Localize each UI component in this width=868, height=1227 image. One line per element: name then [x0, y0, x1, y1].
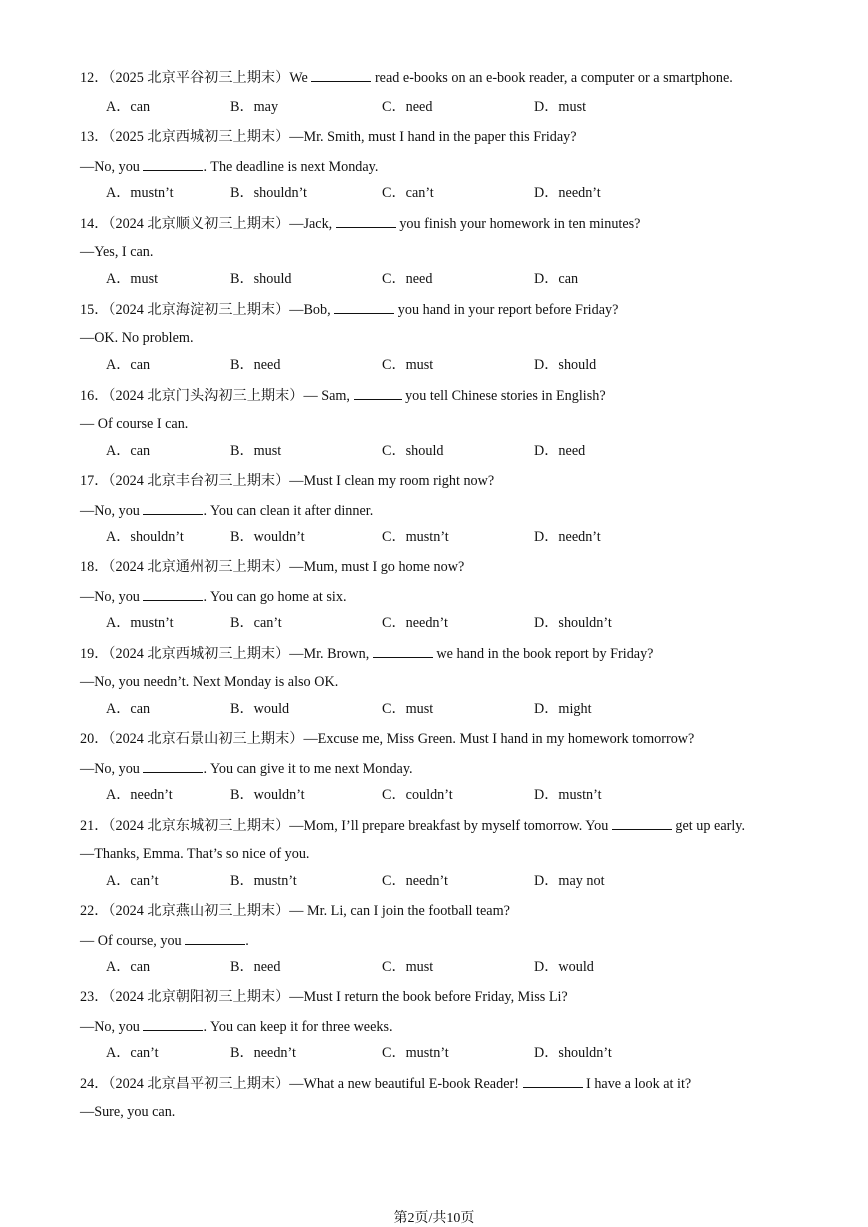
option-b: B．shouldn’t — [230, 185, 307, 201]
option-a: A．needn’t — [106, 787, 173, 803]
question-number: 15 — [80, 302, 95, 318]
dialogue-response — [80, 931, 249, 950]
number-separator: ． — [94, 302, 109, 318]
answer-blank — [334, 300, 394, 314]
dialogue-response — [80, 157, 378, 176]
number-separator: ． — [94, 216, 109, 232]
question-number: 20 — [80, 731, 95, 747]
question-source: （2025 北京西城初三上期末） — [108, 129, 290, 145]
answer-text: —No, you needn’t. Next Monday is also OK. — [80, 674, 339, 690]
answer-blank — [143, 1017, 203, 1031]
number-separator: ． — [94, 473, 109, 489]
question-13 — [80, 128, 577, 146]
question-number: 22 — [80, 903, 95, 919]
question-number: 21 — [80, 818, 95, 834]
question-22 — [80, 902, 510, 920]
stem-text: —Must I return the book before Friday, Miss Li? — [289, 989, 568, 1005]
option-c: C．couldn’t — [382, 787, 453, 803]
option-c: C．needn’t — [382, 873, 448, 889]
number-separator: ． — [94, 903, 109, 919]
answer-blank — [143, 157, 203, 171]
option-b: B．mustn’t — [230, 873, 297, 889]
dialogue-response — [80, 501, 373, 520]
option-c: C．mustn’t — [382, 529, 449, 545]
option-a: A．must — [106, 271, 159, 287]
answer-blank — [143, 501, 203, 515]
question-source: （2024 北京石景山初三上期末） — [108, 731, 304, 747]
question-14 — [80, 214, 640, 233]
question-19 — [80, 644, 653, 663]
option-c: C．mustn’t — [382, 1045, 449, 1061]
stem-text: —Mr. Smith, must I hand in the paper this Friday? — [289, 129, 577, 145]
answer-blank — [185, 931, 245, 945]
answer-text: . The deadline is next Monday. — [203, 159, 379, 175]
stem-text: read e-books on an e-book reader, a computer or a smartphone. — [371, 70, 733, 86]
option-d: D．shouldn’t — [534, 1045, 612, 1061]
question-source: （2024 北京东城初三上期末） — [108, 818, 290, 834]
answer-text: . You can give it to me next Monday. — [203, 761, 413, 777]
stem-text: We — [289, 70, 312, 86]
dialogue-response — [80, 673, 338, 691]
question-source: （2024 北京通州初三上期末） — [108, 559, 290, 575]
option-a: A．mustn’t — [106, 615, 174, 631]
answer-blank — [523, 1074, 583, 1088]
stem-text: —Jack, — [289, 216, 336, 232]
question-source: （2024 北京燕山初三上期末） — [108, 903, 290, 919]
option-c: C．need — [382, 99, 433, 115]
option-d: D．must — [534, 99, 587, 115]
option-c: C．needn’t — [382, 615, 448, 631]
answer-blank — [354, 386, 402, 400]
answer-blank — [311, 68, 371, 82]
stem-text: we hand in the book report by Friday? — [432, 646, 654, 662]
option-b: B．must — [230, 443, 282, 459]
dialogue-response — [80, 587, 347, 606]
question-17 — [80, 472, 494, 490]
option-d: D．might — [534, 701, 592, 717]
answer-text: —Sure, you can. — [80, 1104, 176, 1120]
option-b: B．should — [230, 271, 292, 287]
option-d: D．needn’t — [534, 529, 601, 545]
stem-text: —Mum, must I go home now? — [289, 559, 465, 575]
question-24 — [80, 1074, 691, 1093]
answer-text: —OK. No problem. — [80, 330, 194, 346]
answer-text: —No, you — [80, 159, 144, 175]
answer-text: —Thanks, Emma. That’s so nice of you. — [80, 846, 310, 862]
option-d: D．would — [534, 959, 594, 975]
answer-text: — Of course, you — [80, 933, 186, 949]
option-d: D．need — [534, 443, 586, 459]
option-c: C．must — [382, 357, 434, 373]
question-16 — [80, 386, 606, 405]
option-a: A．can — [106, 701, 151, 717]
stem-text: you finish your homework in ten minutes? — [395, 216, 641, 232]
option-a: A．can — [106, 959, 151, 975]
option-c: C．should — [382, 443, 444, 459]
option-c: C．can’t — [382, 185, 434, 201]
stem-text: —Mom, I’ll prepare breakfast by myself tomorrow. You — [289, 818, 612, 834]
question-18 — [80, 558, 464, 576]
question-12 — [80, 68, 733, 87]
number-separator: ． — [94, 646, 109, 662]
option-a: A．shouldn’t — [106, 529, 184, 545]
answer-blank — [373, 644, 433, 658]
dialogue-response — [80, 415, 188, 433]
question-source: （2024 北京海淀初三上期末） — [108, 302, 290, 318]
option-d: D．needn’t — [534, 185, 601, 201]
option-b: B．may — [230, 99, 279, 115]
option-a: A．can — [106, 443, 151, 459]
answer-text: —No, you — [80, 503, 144, 519]
number-separator: ． — [94, 731, 109, 747]
question-source: （2024 北京门头沟初三上期末） — [108, 388, 304, 404]
stem-text: —Bob, — [289, 302, 335, 318]
answer-text: . You can go home at six. — [203, 589, 347, 605]
stem-text: get up early. — [671, 818, 745, 834]
option-c: C．must — [382, 959, 434, 975]
question-number: 13 — [80, 129, 95, 145]
question-source: （2024 北京昌平初三上期末） — [108, 1076, 290, 1092]
stem-text: you hand in your report before Friday? — [394, 302, 619, 318]
number-separator: ． — [94, 559, 109, 575]
number-separator: ． — [94, 129, 109, 145]
option-b: B．needn’t — [230, 1045, 296, 1061]
option-a: A．can — [106, 357, 151, 373]
question-source: （2024 北京顺义初三上期末） — [108, 216, 290, 232]
stem-text: —Must I clean my room right now? — [289, 473, 495, 489]
stem-text: —Mr. Brown, — [289, 646, 373, 662]
answer-blank — [143, 587, 203, 601]
answer-text: . You can clean it after dinner. — [203, 503, 374, 519]
option-c: C．need — [382, 271, 433, 287]
number-separator: ． — [94, 818, 109, 834]
option-a: A．can’t — [106, 873, 159, 889]
option-b: B．wouldn’t — [230, 529, 305, 545]
answer-text: —No, you — [80, 1019, 144, 1035]
option-d: D．can — [534, 271, 579, 287]
answer-text: . You can keep it for three weeks. — [203, 1019, 393, 1035]
stem-text: —What a new beautiful E-book Reader! — [289, 1076, 523, 1092]
answer-text: —No, you — [80, 761, 144, 777]
dialogue-response — [80, 759, 413, 778]
option-d: D．may not — [534, 873, 605, 889]
answer-blank — [612, 816, 672, 830]
dialogue-response — [80, 243, 153, 261]
dialogue-response — [80, 329, 194, 347]
question-number: 12 — [80, 70, 95, 86]
option-c: C．must — [382, 701, 434, 717]
question-23 — [80, 988, 568, 1006]
stem-text: you tell Chinese stories in English? — [401, 388, 606, 404]
question-source: （2024 北京丰台初三上期末） — [108, 473, 290, 489]
question-number: 24 — [80, 1076, 95, 1092]
option-d: D．mustn’t — [534, 787, 602, 803]
number-separator: ． — [94, 989, 109, 1005]
stem-text: — Sam, — [303, 388, 354, 404]
answer-text: . — [245, 933, 249, 949]
question-source: （2024 北京西城初三上期末） — [108, 646, 290, 662]
option-d: D．shouldn’t — [534, 615, 612, 631]
option-d: D．should — [534, 357, 597, 373]
option-a: A．can — [106, 99, 151, 115]
stem-text: — Mr. Li, can I join the football team? — [289, 903, 510, 919]
dialogue-response — [80, 845, 309, 863]
answer-blank — [143, 759, 203, 773]
question-21 — [80, 816, 745, 835]
option-b: B．can’t — [230, 615, 282, 631]
question-20 — [80, 730, 694, 748]
dialogue-response — [80, 1103, 175, 1121]
question-number: 23 — [80, 989, 95, 1005]
stem-text: —Excuse me, Miss Green. Must I hand in my homework tomorrow? — [303, 731, 695, 747]
option-b: B．wouldn’t — [230, 787, 305, 803]
question-number: 16 — [80, 388, 95, 404]
question-number: 14 — [80, 216, 95, 232]
question-15 — [80, 300, 618, 319]
question-source: （2025 北京平谷初三上期末） — [108, 70, 290, 86]
answer-text: —No, you — [80, 589, 144, 605]
answer-text: — Of course I can. — [80, 416, 189, 432]
option-b: B．need — [230, 357, 281, 373]
page-footer: 第2页/共10页 — [393, 1211, 475, 1226]
option-a: A．mustn’t — [106, 185, 174, 201]
question-number: 17 — [80, 473, 95, 489]
question-number: 18 — [80, 559, 95, 575]
option-b: B．need — [230, 959, 281, 975]
number-separator: ． — [94, 70, 109, 86]
stem-text: I have a look at it? — [582, 1076, 692, 1092]
answer-blank — [336, 214, 396, 228]
number-separator: ． — [94, 1076, 109, 1092]
option-a: A．can’t — [106, 1045, 159, 1061]
dialogue-response — [80, 1017, 393, 1036]
answer-text: —Yes, I can. — [80, 244, 154, 260]
option-b: B．would — [230, 701, 290, 717]
question-number: 19 — [80, 646, 95, 662]
number-separator: ． — [94, 388, 109, 404]
question-source: （2024 北京朝阳初三上期末） — [108, 989, 290, 1005]
